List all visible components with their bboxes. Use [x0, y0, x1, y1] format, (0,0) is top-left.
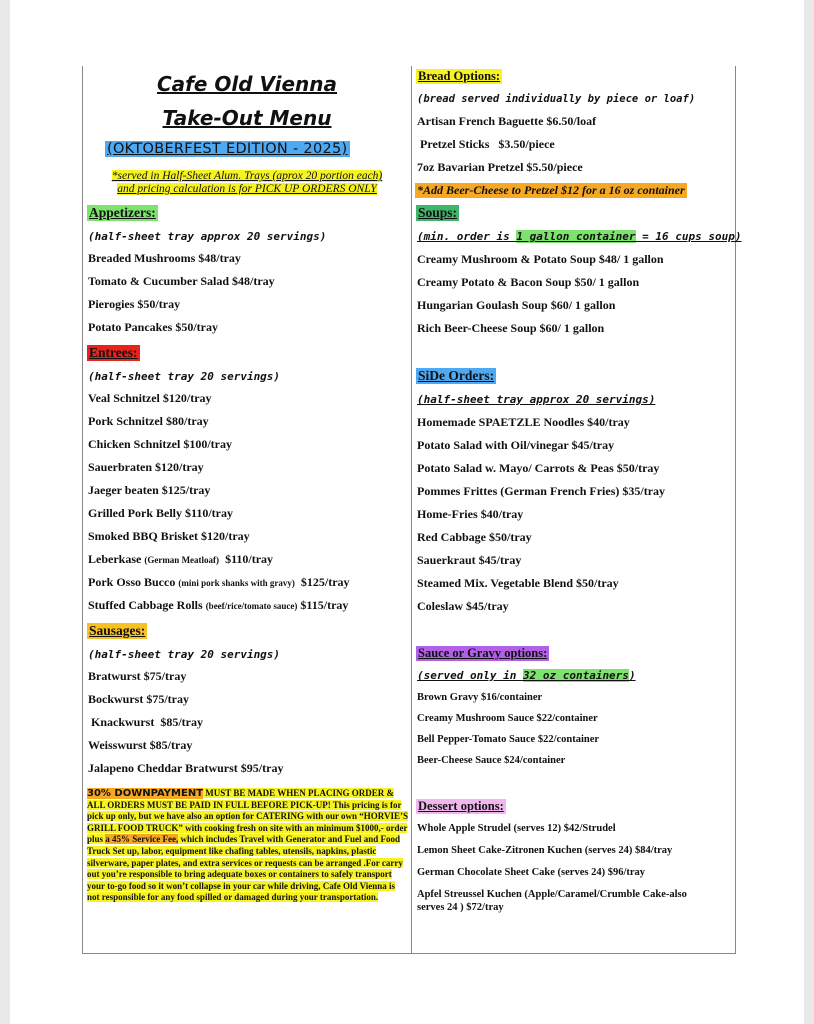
list-item: Sauerkraut $45/tray [417, 553, 522, 567]
soups-note: (min. order is 1 gallon container = 16 cups soup) [417, 230, 742, 243]
list-item: Pork Schnitzel $80/tray [88, 414, 209, 428]
list-item [88, 552, 273, 567]
list-item: Creamy Potato & Bacon Soup $50/ 1 gallon [417, 275, 640, 289]
edition-banner: (OKTOBERFEST EDITION - 2025) [107, 141, 348, 157]
list-item: Red Cabbage $50/tray [417, 530, 532, 544]
list-item: Pommes Frittes (German French Fries) $35/tray [417, 484, 666, 498]
list-item: Steamed Mix. Vegetable Blend $50/tray [417, 576, 619, 590]
item-name: Leberkase [88, 552, 142, 566]
list-item: Hungarian Goulash Soup $60/ 1 gallon [417, 298, 616, 312]
list-item: Home-Fries $40/tray [417, 507, 524, 521]
list-item: Rich Beer-Cheese Soup $60/ 1 gallon [417, 321, 605, 335]
order-policy-note: 30% DOWNPAYMENT MUST BE MADE WHEN PLACING ORDER & ALL ORDERS MUST BE PAID IN FULL BEFORE PICK-UP! This pricing is for pick up only, but we have also an option for CATERING with our own “HORVIE’S GRILL FOOD TRUCK” with cooking fresh on site with an minimum $1000,- order plus a 45% Service Fee, which includes Travel with Generator and Fuel and Food Truck Set up, labor, equipment like chafing tables, utensils, napkins, plastic silverware, paper plates, and extra services or requests can be arranged .For carry out you’re responsible to bring adequate boxes or containers to safely transport your to-go food so it won’t collapse in your car while driving, Cafe Old Vienna is not responsible for any food spilled or damaged during your transportation. [87, 788, 408, 903]
list-item: Grilled Pork Belly $110/tray [88, 506, 233, 520]
item-name: Pork Osso Bucco [88, 575, 176, 589]
list-item: Bell Pepper-Tomato Sauce $22/container [417, 734, 600, 745]
list-item: Veal Schnitzel $120/tray [88, 391, 212, 405]
list-item: Homemade SPAETZLE Noodles $40/tray [417, 415, 630, 429]
list-item: Weisswurst $85/tray [88, 738, 193, 752]
list-item: Breaded Mushrooms $48/tray [88, 251, 241, 265]
sauce-note: (served only in 32 oz containers) [417, 669, 636, 682]
list-item: Sauerbraten $120/tray [88, 460, 204, 474]
beer-cheese-addon: *Add Beer-Cheese to Pretzel $12 for a 16 oz container [417, 183, 685, 197]
menu-page [10, 0, 804, 1024]
appetizers-note: (half-sheet tray approx 20 servings) [88, 230, 327, 243]
item-note: (beef/rice/tomato sauce) [205, 601, 298, 611]
list-item: Artisan French Baguette $6.50/loaf [417, 114, 597, 128]
list-item [88, 575, 350, 590]
sausages-heading: Sausages: [89, 623, 146, 638]
dessert-heading: Dessert options: [418, 799, 504, 813]
list-item: Potato Salad with Oil/vinegar $45/tray [417, 438, 615, 452]
list-item: Apfel Streussel Kuchen (Apple/Caramel/Crumble Cake-also [417, 889, 687, 900]
notice-line-2: and pricing calculation is for PICK UP ORDERS ONLY [117, 183, 377, 195]
list-item: Potato Pancakes $50/tray [88, 320, 218, 334]
list-item: Chicken Schnitzel $100/tray [88, 437, 232, 451]
sauce-heading: Sauce or Gravy options: [418, 646, 548, 660]
list-item: Potato Salad w. Mayo/ Carrots & Peas $50/tray [417, 461, 660, 475]
sausages-note: (half-sheet tray 20 servings) [88, 648, 281, 661]
entrees-note: (half-sheet tray 20 servings) [88, 370, 281, 383]
list-item: Jaeger beaten $125/tray [88, 483, 211, 497]
bread-heading: Bread Options: [418, 69, 501, 83]
sides-note: (half-sheet tray approx 20 servings) [417, 393, 656, 406]
list-item: serves 24 ) $72/tray [417, 902, 504, 913]
list-item: Pretzel Sticks $3.50/piece [417, 137, 555, 151]
notice-line-1: *served in Half-Sheet Alum. Trays (aprox 20 portion each) [111, 170, 383, 182]
downpayment-label: 30% DOWNPAYMENT [87, 788, 204, 799]
menu-table [82, 66, 742, 954]
list-item: Knackwurst $85/tray [88, 715, 203, 729]
list-item [88, 598, 348, 613]
list-item: Bockwurst $75/tray [88, 692, 189, 706]
list-item: Smoked BBQ Brisket $120/tray [88, 529, 250, 543]
list-item: Pierogies $50/tray [88, 297, 181, 311]
item-price: $110/tray [225, 552, 274, 566]
item-price: $125/tray [300, 575, 350, 589]
soups-heading: Soups: [418, 205, 458, 220]
list-item: Jalapeno Cheddar Bratwurst $95/tray [88, 761, 284, 775]
item-note: (German Meatloaf) [144, 555, 220, 565]
list-item: Bratwurst $75/tray [88, 669, 187, 683]
list-item: Tomato & Cucumber Salad $48/tray [88, 274, 275, 288]
list-item: Whole Apple Strudel (serves 12) $42/Strudel [417, 823, 616, 834]
bread-note: (bread served individually by piece or loaf) [417, 93, 696, 105]
title-line-2: Take-Out Menu [162, 106, 332, 130]
list-item: Beer-Cheese Sauce $24/container [417, 755, 566, 766]
list-item: Brown Gravy $16/container [417, 692, 543, 703]
service-fee: a 45% Service Fee, [105, 834, 179, 845]
title-line-1: Cafe Old Vienna [156, 72, 338, 96]
item-note: (mini pork shanks with gravy) [178, 578, 295, 588]
item-name: Stuffed Cabbage Rolls [88, 598, 203, 612]
list-item: Creamy Mushroom Sauce $22/container [417, 713, 598, 724]
column-divider [411, 66, 412, 953]
entrees-heading: Entrees: [89, 345, 138, 360]
sides-heading: SiDe Orders: [418, 368, 495, 383]
list-item: German Chocolate Sheet Cake (serves 24) $96/tray [417, 867, 646, 878]
list-item: Lemon Sheet Cake-Zitronen Kuchen (serves 24) $84/tray [417, 845, 673, 856]
list-item: Creamy Mushroom & Potato Soup $48/ 1 gallon [417, 252, 664, 266]
appetizers-heading: Appetizers: [89, 205, 156, 220]
item-price: $115/tray [300, 598, 349, 612]
list-item: Coleslaw $45/tray [417, 599, 509, 613]
list-item: 7oz Bavarian Pretzel $5.50/piece [417, 160, 583, 174]
